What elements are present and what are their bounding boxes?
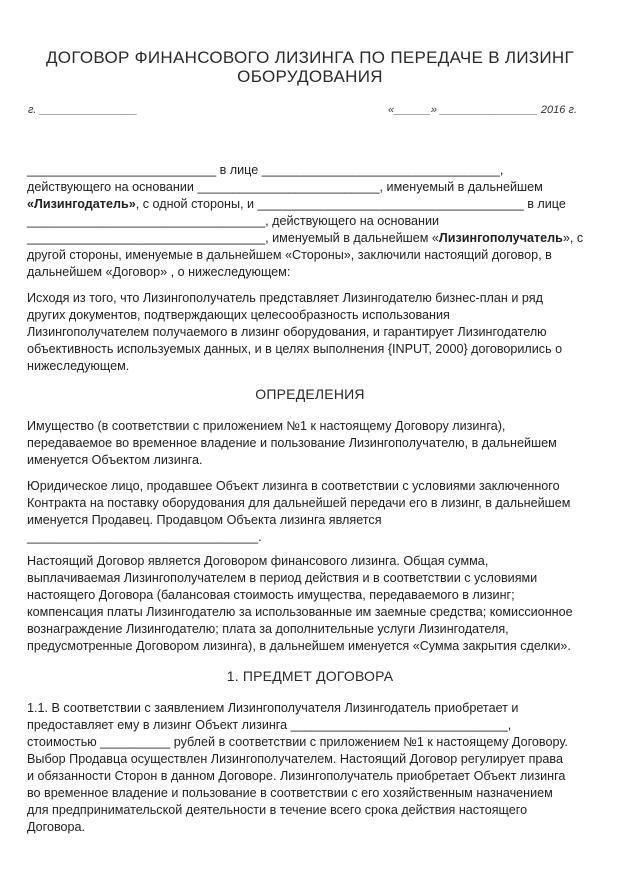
clause-line: стоимостью __________ рублей в соответствии с приложением №1 к настоящему Договору.	[27, 735, 568, 749]
parties-text: », с	[562, 231, 584, 245]
lessee-term: Лизингополучатель	[438, 231, 563, 245]
intro-line: нижеследующем.	[27, 359, 130, 373]
clause-line: Договора.	[27, 820, 86, 834]
intro-line: Исходя из того, что Лизингополучатель представляет Лизингодателю бизнес-план и ряд	[27, 291, 543, 305]
parties-text: __________________________________, именуемый в дальнейшем «	[27, 231, 439, 245]
parties-line	[27, 230, 583, 247]
document-title	[20, 48, 600, 86]
definition-line: именуется Объектом лизинга.	[27, 453, 203, 467]
parties-line: другой стороны, именуемые в дальнейшем «Стороны», заключили настоящий договор, в	[27, 248, 552, 262]
clause-line: предоставляет ему в лизинг Объект лизинга _______________________________,	[27, 718, 512, 732]
definition-line: предусмотренные Договором лизинга), в дальнейшем именуется «Сумма закрытия сделки».	[27, 639, 571, 653]
definitions-heading: ОПРЕДЕЛЕНИЯ	[255, 386, 365, 402]
definition-line: настоящего Договора (балансовая стоимость имущества, передаваемого в лизинг;	[27, 588, 515, 602]
definition-line: Имущество (в соответствии с приложением №1 к настоящему Договору лизинга),	[27, 419, 506, 433]
clause-line: 1.1. В соответствии с заявлением Лизингополучателя Лизингодатель приобретает и	[27, 701, 519, 715]
parties-line: действующего на основании __________________________, именуемый в дальнейшем	[27, 180, 543, 194]
definition-line: Контракта на поставку оборудования для дальнейшей передачи его в лизинг, в дальнейшем	[27, 496, 571, 510]
title-line: ДОГОВОР ФИНАНСОВОГО ЛИЗИНГА ПО ПЕРЕДАЧЕ В ЛИЗИНГ	[45, 48, 575, 67]
clause-line: для предпринимательской деятельности в течение всего срока действия настоящего	[27, 803, 528, 817]
parties-line	[27, 196, 566, 213]
intro-line: объективность используемых данных, и в целях выполнения {INPUT, 2000} договорились о	[27, 342, 563, 356]
date-field: «______» ________________ 2016 г.	[388, 104, 577, 116]
definition-line: именуется Продавец. Продавцом Объекта лизинга является	[27, 513, 382, 527]
definition-line: _________________________________.	[27, 530, 262, 544]
parties-text: , с одной стороны, и ______________________________________ в лице	[135, 197, 566, 211]
clause-line: Выбор Продавца осуществлен Лизингополучателем. Настоящий Договор регулирует права	[27, 752, 563, 766]
lessor-term: «Лизингодатель»	[27, 197, 136, 211]
title-line: ОБОРУДОВАНИЯ	[237, 67, 383, 86]
definition-line: Настоящий Договор является Договором финансового лизинга. Общая сумма,	[27, 554, 489, 568]
intro-line: других документов, подтверждающих целесообразность использования	[27, 308, 450, 322]
clause-line: и обязанности Сторон в данном Договоре. Лизингополучатель приобретает Объект лизинга	[27, 769, 566, 783]
parties-line: ___________________________ в лице __________________________________,	[27, 163, 504, 177]
section-1-heading: 1. ПРЕДМЕТ ДОГОВОРА	[226, 668, 394, 684]
definition-line: Юридическое лицо, продавшее Объект лизинга в соответствии с условиями заключенного	[27, 479, 560, 493]
clause-line: во временное владение и пользование в соответствии с его хозяйственным назначением	[27, 786, 553, 800]
definition-line: компенсация платы Лизингодателю за использованные им заемные средства; комиссионное	[27, 605, 573, 619]
place-field: г. ________________	[28, 104, 138, 116]
definition-line: выплачиваемая Лизингополучателем в период действия и в соответствии с условиями	[27, 571, 538, 585]
definition-line: передаваемое во временное владение и пользование Лизингополучателю, в дальнейшем	[27, 436, 557, 450]
intro-line: Лизингополучателем получаемого в лизинг оборудования, и гарантирует Лизингодателю	[27, 325, 547, 339]
definition-line: вознаграждение Лизингодателю; плата за дополнительные услуги Лизингодателя,	[27, 622, 509, 636]
parties-line: дальнейшем «Договор» , о нижеследующем:	[27, 265, 291, 279]
parties-line: __________________________________, действующего на основании	[27, 214, 440, 228]
